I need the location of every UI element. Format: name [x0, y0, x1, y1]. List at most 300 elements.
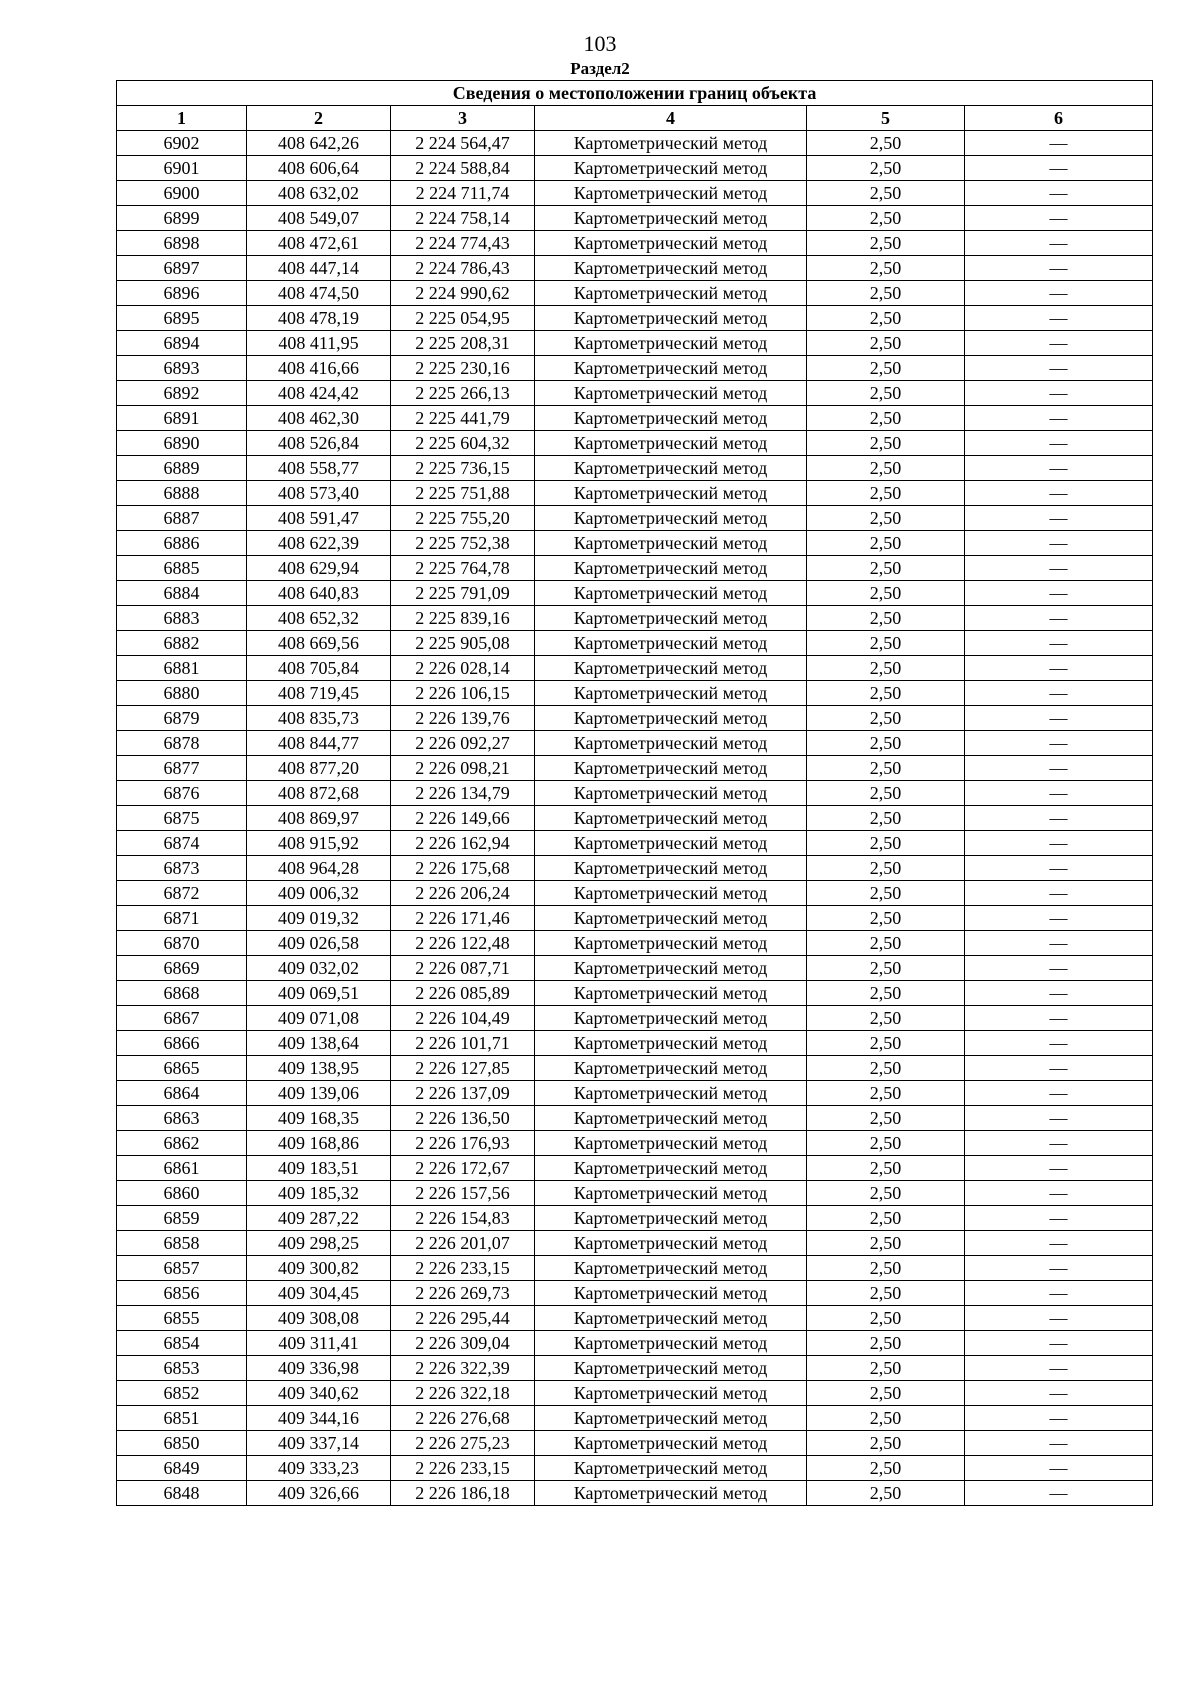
table-row — [117, 506, 1153, 531]
method-cell: Картометрический метод — [535, 531, 807, 556]
table-row — [117, 406, 1153, 431]
description-cell: — — [965, 1006, 1153, 1031]
x-coordinate-cell: 408 877,20 — [247, 756, 391, 781]
table-row — [117, 656, 1153, 681]
y-coordinate-cell: 2 226 154,83 — [391, 1206, 535, 1231]
description-cell: — — [965, 581, 1153, 606]
method-cell: Картометрический метод — [535, 706, 807, 731]
point-number-cell: 6870 — [117, 931, 247, 956]
table-row — [117, 1081, 1153, 1106]
x-coordinate-cell: 409 337,14 — [247, 1431, 391, 1456]
y-coordinate-cell: 2 225 791,09 — [391, 581, 535, 606]
table-row — [117, 1431, 1153, 1456]
y-coordinate-cell: 2 226 175,68 — [391, 856, 535, 881]
y-coordinate-cell: 2 226 162,94 — [391, 831, 535, 856]
description-cell: — — [965, 1331, 1153, 1356]
point-number-cell: 6900 — [117, 181, 247, 206]
table-row — [117, 556, 1153, 581]
method-cell: Картометрический метод — [535, 1156, 807, 1181]
description-cell: — — [965, 1256, 1153, 1281]
point-number-cell: 6891 — [117, 406, 247, 431]
description-cell: — — [965, 1081, 1153, 1106]
x-coordinate-cell: 409 308,08 — [247, 1306, 391, 1331]
description-cell: — — [965, 156, 1153, 181]
x-coordinate-cell: 408 558,77 — [247, 456, 391, 481]
description-cell: — — [965, 506, 1153, 531]
method-cell: Картометрический метод — [535, 556, 807, 581]
method-cell: Картометрический метод — [535, 1456, 807, 1481]
method-cell: Картометрический метод — [535, 1331, 807, 1356]
x-coordinate-cell: 409 139,06 — [247, 1081, 391, 1106]
y-coordinate-cell: 2 225 905,08 — [391, 631, 535, 656]
accuracy-cell: 2,50 — [807, 1256, 965, 1281]
method-cell: Картометрический метод — [535, 1106, 807, 1131]
method-cell: Картометрический метод — [535, 1481, 807, 1506]
point-number-cell: 6901 — [117, 156, 247, 181]
accuracy-cell: 2,50 — [807, 706, 965, 731]
accuracy-cell: 2,50 — [807, 1481, 965, 1506]
table-row — [117, 256, 1153, 281]
table-body — [117, 131, 1153, 1506]
description-cell: — — [965, 1181, 1153, 1206]
description-cell: — — [965, 181, 1153, 206]
method-cell: Картометрический метод — [535, 1081, 807, 1106]
x-coordinate-cell: 409 311,41 — [247, 1331, 391, 1356]
accuracy-cell: 2,50 — [807, 281, 965, 306]
table-row — [117, 1006, 1153, 1031]
table-row — [117, 1306, 1153, 1331]
y-coordinate-cell: 2 225 755,20 — [391, 506, 535, 531]
x-coordinate-cell: 409 344,16 — [247, 1406, 391, 1431]
accuracy-cell: 2,50 — [807, 656, 965, 681]
description-cell: — — [965, 1031, 1153, 1056]
y-coordinate-cell: 2 226 157,56 — [391, 1181, 535, 1206]
method-cell: Картометрический метод — [535, 731, 807, 756]
point-number-cell: 6878 — [117, 731, 247, 756]
x-coordinate-cell: 408 474,50 — [247, 281, 391, 306]
y-coordinate-cell: 2 226 139,76 — [391, 706, 535, 731]
accuracy-cell: 2,50 — [807, 1406, 965, 1431]
method-cell: Картометрический метод — [535, 856, 807, 881]
boundary-coordinates-table — [116, 80, 1153, 1506]
method-cell: Картометрический метод — [535, 1131, 807, 1156]
x-coordinate-cell: 409 071,08 — [247, 1006, 391, 1031]
description-cell: — — [965, 456, 1153, 481]
point-number-cell: 6892 — [117, 381, 247, 406]
description-cell: — — [965, 681, 1153, 706]
accuracy-cell: 2,50 — [807, 1106, 965, 1131]
x-coordinate-cell: 409 185,32 — [247, 1181, 391, 1206]
y-coordinate-cell: 2 226 322,18 — [391, 1381, 535, 1406]
table-row — [117, 831, 1153, 856]
column-header: 1 — [117, 106, 247, 131]
y-coordinate-cell: 2 225 054,95 — [391, 306, 535, 331]
y-coordinate-cell: 2 226 275,23 — [391, 1431, 535, 1456]
description-cell: — — [965, 431, 1153, 456]
y-coordinate-cell: 2 226 087,71 — [391, 956, 535, 981]
table-row — [117, 681, 1153, 706]
accuracy-cell: 2,50 — [807, 731, 965, 756]
method-cell: Картометрический метод — [535, 681, 807, 706]
description-cell: — — [965, 231, 1153, 256]
description-cell: — — [965, 1456, 1153, 1481]
accuracy-cell: 2,50 — [807, 781, 965, 806]
y-coordinate-cell: 2 226 085,89 — [391, 981, 535, 1006]
x-coordinate-cell: 408 640,83 — [247, 581, 391, 606]
table-row — [117, 806, 1153, 831]
point-number-cell: 6888 — [117, 481, 247, 506]
y-coordinate-cell: 2 224 564,47 — [391, 131, 535, 156]
x-coordinate-cell: 408 705,84 — [247, 656, 391, 681]
point-number-cell: 6883 — [117, 606, 247, 631]
x-coordinate-cell: 408 424,42 — [247, 381, 391, 406]
method-cell: Картометрический метод — [535, 231, 807, 256]
y-coordinate-cell: 2 226 134,79 — [391, 781, 535, 806]
description-cell: — — [965, 1406, 1153, 1431]
table-row — [117, 456, 1153, 481]
description-cell: — — [965, 1481, 1153, 1506]
description-cell: — — [965, 356, 1153, 381]
table-row — [117, 1256, 1153, 1281]
point-number-cell: 6864 — [117, 1081, 247, 1106]
description-cell: — — [965, 856, 1153, 881]
accuracy-cell: 2,50 — [807, 906, 965, 931]
accuracy-cell: 2,50 — [807, 256, 965, 281]
accuracy-cell: 2,50 — [807, 1281, 965, 1306]
accuracy-cell: 2,50 — [807, 156, 965, 181]
y-coordinate-cell: 2 226 149,66 — [391, 806, 535, 831]
point-number-cell: 6902 — [117, 131, 247, 156]
accuracy-cell: 2,50 — [807, 1381, 965, 1406]
x-coordinate-cell: 409 183,51 — [247, 1156, 391, 1181]
y-coordinate-cell: 2 224 711,74 — [391, 181, 535, 206]
y-coordinate-cell: 2 226 092,27 — [391, 731, 535, 756]
x-coordinate-cell: 409 340,62 — [247, 1381, 391, 1406]
description-cell: — — [965, 956, 1153, 981]
table-row — [117, 281, 1153, 306]
point-number-cell: 6862 — [117, 1131, 247, 1156]
point-number-cell: 6898 — [117, 231, 247, 256]
table-row — [117, 1206, 1153, 1231]
description-cell: — — [965, 981, 1153, 1006]
table-row — [117, 131, 1153, 156]
x-coordinate-cell: 408 869,97 — [247, 806, 391, 831]
table-row — [117, 781, 1153, 806]
x-coordinate-cell: 408 719,45 — [247, 681, 391, 706]
point-number-cell: 6863 — [117, 1106, 247, 1131]
table-row — [117, 356, 1153, 381]
table-caption: Сведения о местоположении границ объекта — [117, 81, 1153, 106]
y-coordinate-cell: 2 226 176,93 — [391, 1131, 535, 1156]
description-cell: — — [965, 1156, 1153, 1181]
accuracy-cell: 2,50 — [807, 1131, 965, 1156]
description-cell: — — [965, 281, 1153, 306]
y-coordinate-cell: 2 226 136,50 — [391, 1106, 535, 1131]
method-cell: Картометрический метод — [535, 1006, 807, 1031]
table-row — [117, 1056, 1153, 1081]
method-cell: Картометрический метод — [535, 581, 807, 606]
x-coordinate-cell: 408 411,95 — [247, 331, 391, 356]
method-cell: Картометрический метод — [535, 1406, 807, 1431]
accuracy-cell: 2,50 — [807, 1306, 965, 1331]
accuracy-cell: 2,50 — [807, 1356, 965, 1381]
y-coordinate-cell: 2 226 206,24 — [391, 881, 535, 906]
description-cell: — — [965, 706, 1153, 731]
accuracy-cell: 2,50 — [807, 131, 965, 156]
table-row — [117, 1406, 1153, 1431]
accuracy-cell: 2,50 — [807, 1081, 965, 1106]
method-cell: Картометрический метод — [535, 181, 807, 206]
x-coordinate-cell: 408 472,61 — [247, 231, 391, 256]
table-caption-row — [117, 81, 1153, 106]
y-coordinate-cell: 2 226 233,15 — [391, 1456, 535, 1481]
accuracy-cell: 2,50 — [807, 456, 965, 481]
accuracy-cell: 2,50 — [807, 431, 965, 456]
description-cell: — — [965, 881, 1153, 906]
section-title: Раздел2 — [570, 59, 630, 78]
point-number-cell: 6873 — [117, 856, 247, 881]
description-cell: — — [965, 256, 1153, 281]
point-number-cell: 6857 — [117, 1256, 247, 1281]
point-number-cell: 6884 — [117, 581, 247, 606]
column-header: 4 — [535, 106, 807, 131]
description-cell: — — [965, 481, 1153, 506]
point-number-cell: 6849 — [117, 1456, 247, 1481]
x-coordinate-cell: 408 573,40 — [247, 481, 391, 506]
method-cell: Картометрический метод — [535, 331, 807, 356]
point-number-cell: 6885 — [117, 556, 247, 581]
table-row — [117, 156, 1153, 181]
point-number-cell: 6877 — [117, 756, 247, 781]
y-coordinate-cell: 2 226 276,68 — [391, 1406, 535, 1431]
y-coordinate-cell: 2 225 441,79 — [391, 406, 535, 431]
description-cell: — — [965, 131, 1153, 156]
y-coordinate-cell: 2 224 758,14 — [391, 206, 535, 231]
description-cell: — — [965, 806, 1153, 831]
table-row — [117, 1131, 1153, 1156]
y-coordinate-cell: 2 226 201,07 — [391, 1231, 535, 1256]
x-coordinate-cell: 408 591,47 — [247, 506, 391, 531]
y-coordinate-cell: 2 226 186,18 — [391, 1481, 535, 1506]
x-coordinate-cell: 408 669,56 — [247, 631, 391, 656]
accuracy-cell: 2,50 — [807, 531, 965, 556]
method-cell: Картометрический метод — [535, 356, 807, 381]
accuracy-cell: 2,50 — [807, 581, 965, 606]
point-number-cell: 6851 — [117, 1406, 247, 1431]
method-cell: Картометрический метод — [535, 156, 807, 181]
accuracy-cell: 2,50 — [807, 831, 965, 856]
method-cell: Картометрический метод — [535, 481, 807, 506]
description-cell: — — [965, 756, 1153, 781]
table-row — [117, 731, 1153, 756]
column-header: 3 — [391, 106, 535, 131]
table-row — [117, 606, 1153, 631]
accuracy-cell: 2,50 — [807, 1056, 965, 1081]
method-cell: Картометрический метод — [535, 1356, 807, 1381]
y-coordinate-cell: 2 226 098,21 — [391, 756, 535, 781]
table-row — [117, 1156, 1153, 1181]
description-cell: — — [965, 656, 1153, 681]
x-coordinate-cell: 408 478,19 — [247, 306, 391, 331]
table-row — [117, 1231, 1153, 1256]
point-number-cell: 6850 — [117, 1431, 247, 1456]
x-coordinate-cell: 408 462,30 — [247, 406, 391, 431]
point-number-cell: 6893 — [117, 356, 247, 381]
point-number-cell: 6887 — [117, 506, 247, 531]
table-row — [117, 581, 1153, 606]
y-coordinate-cell: 2 225 752,38 — [391, 531, 535, 556]
description-cell: — — [965, 531, 1153, 556]
table-row — [117, 956, 1153, 981]
description-cell: — — [965, 1206, 1153, 1231]
accuracy-cell: 2,50 — [807, 631, 965, 656]
y-coordinate-cell: 2 225 764,78 — [391, 556, 535, 581]
y-coordinate-cell: 2 226 122,48 — [391, 931, 535, 956]
accuracy-cell: 2,50 — [807, 181, 965, 206]
method-cell: Картометрический метод — [535, 1231, 807, 1256]
x-coordinate-cell: 409 168,86 — [247, 1131, 391, 1156]
description-cell: — — [965, 1431, 1153, 1456]
column-header-row — [117, 106, 1153, 131]
point-number-cell: 6865 — [117, 1056, 247, 1081]
accuracy-cell: 2,50 — [807, 881, 965, 906]
description-cell: — — [965, 606, 1153, 631]
x-coordinate-cell: 408 632,02 — [247, 181, 391, 206]
x-coordinate-cell: 409 032,02 — [247, 956, 391, 981]
method-cell: Картометрический метод — [535, 456, 807, 481]
y-coordinate-cell: 2 226 127,85 — [391, 1056, 535, 1081]
method-cell: Картометрический метод — [535, 781, 807, 806]
accuracy-cell: 2,50 — [807, 1431, 965, 1456]
accuracy-cell: 2,50 — [807, 1156, 965, 1181]
description-cell: — — [965, 381, 1153, 406]
y-coordinate-cell: 2 226 295,44 — [391, 1306, 535, 1331]
column-header: 6 — [965, 106, 1153, 131]
point-number-cell: 6861 — [117, 1156, 247, 1181]
y-coordinate-cell: 2 225 230,16 — [391, 356, 535, 381]
x-coordinate-cell: 408 964,28 — [247, 856, 391, 881]
x-coordinate-cell: 408 629,94 — [247, 556, 391, 581]
description-cell: — — [965, 906, 1153, 931]
table-row — [117, 231, 1153, 256]
point-number-cell: 6869 — [117, 956, 247, 981]
x-coordinate-cell: 408 844,77 — [247, 731, 391, 756]
point-number-cell: 6896 — [117, 281, 247, 306]
y-coordinate-cell: 2 226 322,39 — [391, 1356, 535, 1381]
point-number-cell: 6875 — [117, 806, 247, 831]
x-coordinate-cell: 409 336,98 — [247, 1356, 391, 1381]
point-number-cell: 6886 — [117, 531, 247, 556]
y-coordinate-cell: 2 225 604,32 — [391, 431, 535, 456]
accuracy-cell: 2,50 — [807, 556, 965, 581]
description-cell: — — [965, 631, 1153, 656]
method-cell: Картометрический метод — [535, 281, 807, 306]
method-cell: Картометрический метод — [535, 831, 807, 856]
point-number-cell: 6855 — [117, 1306, 247, 1331]
accuracy-cell: 2,50 — [807, 1231, 965, 1256]
accuracy-cell: 2,50 — [807, 306, 965, 331]
accuracy-cell: 2,50 — [807, 1206, 965, 1231]
accuracy-cell: 2,50 — [807, 506, 965, 531]
accuracy-cell: 2,50 — [807, 406, 965, 431]
point-number-cell: 6881 — [117, 656, 247, 681]
description-cell: — — [965, 1306, 1153, 1331]
method-cell: Картометрический метод — [535, 206, 807, 231]
table-row — [117, 856, 1153, 881]
table-row — [117, 1456, 1153, 1481]
y-coordinate-cell: 2 226 269,73 — [391, 1281, 535, 1306]
description-cell: — — [965, 1056, 1153, 1081]
description-cell: — — [965, 331, 1153, 356]
description-cell: — — [965, 1281, 1153, 1306]
table-row — [117, 1481, 1153, 1506]
table-row — [117, 431, 1153, 456]
description-cell: — — [965, 556, 1153, 581]
y-coordinate-cell: 2 225 839,16 — [391, 606, 535, 631]
x-coordinate-cell: 409 298,25 — [247, 1231, 391, 1256]
table-row — [117, 331, 1153, 356]
table-row — [117, 706, 1153, 731]
method-cell: Картометрический метод — [535, 1431, 807, 1456]
point-number-cell: 6852 — [117, 1381, 247, 1406]
point-number-cell: 6859 — [117, 1206, 247, 1231]
point-number-cell: 6854 — [117, 1331, 247, 1356]
x-coordinate-cell: 409 304,45 — [247, 1281, 391, 1306]
table-row — [117, 981, 1153, 1006]
accuracy-cell: 2,50 — [807, 331, 965, 356]
point-number-cell: 6880 — [117, 681, 247, 706]
accuracy-cell: 2,50 — [807, 806, 965, 831]
x-coordinate-cell: 408 447,14 — [247, 256, 391, 281]
point-number-cell: 6889 — [117, 456, 247, 481]
point-number-cell: 6868 — [117, 981, 247, 1006]
point-number-cell: 6876 — [117, 781, 247, 806]
table-row — [117, 1031, 1153, 1056]
accuracy-cell: 2,50 — [807, 606, 965, 631]
x-coordinate-cell: 408 622,39 — [247, 531, 391, 556]
method-cell: Картометрический метод — [535, 1306, 807, 1331]
x-coordinate-cell: 409 287,22 — [247, 1206, 391, 1231]
table-row — [117, 1356, 1153, 1381]
method-cell: Картометрический метод — [535, 881, 807, 906]
description-cell: — — [965, 931, 1153, 956]
accuracy-cell: 2,50 — [807, 231, 965, 256]
method-cell: Картометрический метод — [535, 1281, 807, 1306]
point-number-cell: 6890 — [117, 431, 247, 456]
x-coordinate-cell: 409 138,95 — [247, 1056, 391, 1081]
description-cell: — — [965, 731, 1153, 756]
x-coordinate-cell: 409 006,32 — [247, 881, 391, 906]
point-number-cell: 6895 — [117, 306, 247, 331]
method-cell: Картометрический метод — [535, 806, 807, 831]
description-cell: — — [965, 781, 1153, 806]
point-number-cell: 6882 — [117, 631, 247, 656]
point-number-cell: 6899 — [117, 206, 247, 231]
description-cell: — — [965, 831, 1153, 856]
table-row — [117, 881, 1153, 906]
column-header: 2 — [247, 106, 391, 131]
method-cell: Картометрический метод — [535, 131, 807, 156]
x-coordinate-cell: 408 416,66 — [247, 356, 391, 381]
x-coordinate-cell: 408 606,64 — [247, 156, 391, 181]
x-coordinate-cell: 409 069,51 — [247, 981, 391, 1006]
method-cell: Картометрический метод — [535, 1056, 807, 1081]
point-number-cell: 6848 — [117, 1481, 247, 1506]
table-row — [117, 931, 1153, 956]
x-coordinate-cell: 408 642,26 — [247, 131, 391, 156]
point-number-cell: 6874 — [117, 831, 247, 856]
table-row — [117, 1331, 1153, 1356]
